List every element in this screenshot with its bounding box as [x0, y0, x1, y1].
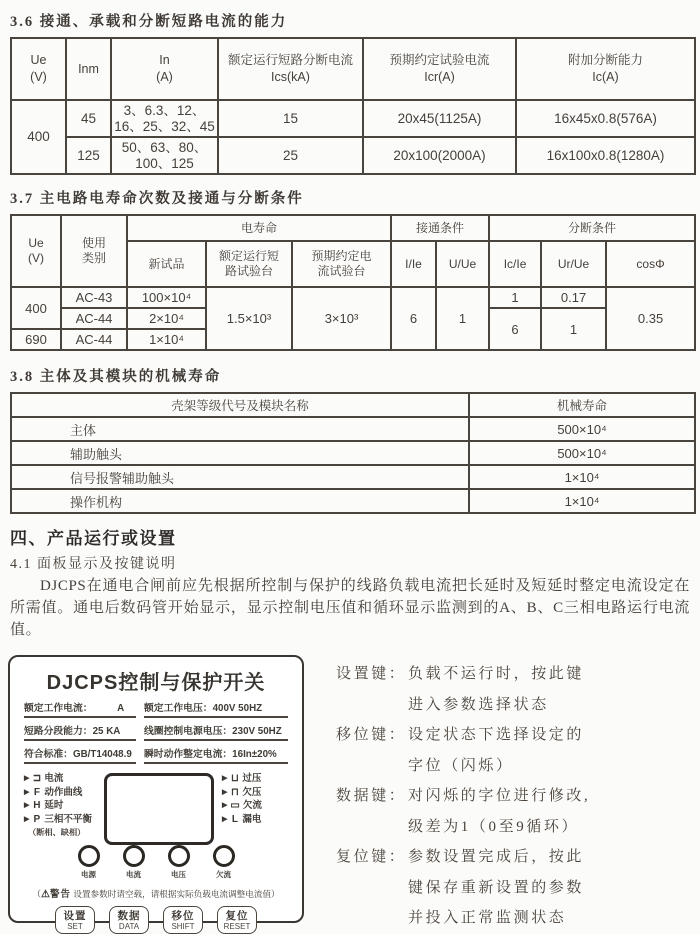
cell-ic: 16x45x0.8(576A)	[516, 100, 695, 137]
indicator-label: 电流	[44, 773, 64, 784]
cell-expected-bench: 3×10³	[292, 287, 391, 350]
spec-breaking-capacity: 短路分段能力：25 KA	[24, 718, 136, 741]
cell-new-sample: 2×10⁴	[127, 308, 206, 329]
indicator-undercurrent	[222, 799, 262, 813]
set-button-label-cn: 设置	[63, 910, 87, 922]
segment-symbol-icon: ▭	[230, 800, 240, 811]
phase-note: （断相、缺相）	[28, 828, 86, 837]
warning-triangle-icon: ⚠	[40, 889, 50, 900]
spec-row	[24, 695, 288, 718]
indicator-label: 欠流	[242, 800, 262, 811]
cell-urue: 1	[541, 308, 606, 350]
key-line: 参数设置完成后，按此	[408, 849, 585, 865]
col-header-iie: I/Ie	[391, 241, 436, 287]
arrow-icon: ▶	[222, 775, 228, 782]
key-desc-data	[336, 781, 590, 842]
col-header-new-sample: 新试品	[127, 241, 206, 287]
arrow-icon: ▶	[24, 815, 30, 823]
key-descriptions	[336, 655, 590, 934]
data-button-label-en: DATA	[118, 922, 140, 931]
shift-button	[163, 906, 203, 934]
indicator-phase-unbalance	[24, 813, 92, 827]
key-line: 字位（闪烁）	[408, 757, 514, 774]
key-desc-shift	[336, 720, 590, 781]
col-group-breaking-condition: 分断条件	[489, 215, 695, 241]
cell-ic: 16x100x0.8(1280A)	[516, 137, 695, 174]
led-label: 欠流	[216, 870, 231, 879]
segment-symbol-icon: H	[33, 800, 41, 811]
digital-display	[104, 773, 214, 845]
table-row	[11, 287, 695, 308]
section-41-paragraph: DJCPS在通电合闸前应先根据所控制与保护的线路负载电流把长延时及短延时整定电流设定在所需值。通电后数码管开始显示，显示控制电压值和循环显示监测到的A、B、C三相电路运行电流值。	[10, 578, 690, 638]
cell-ue: 400	[11, 100, 66, 174]
reset-button-label-cn: 复位	[225, 910, 249, 922]
cell-new-sample: 100×10⁴	[127, 287, 206, 308]
spec-coil-voltage: 线圈控制电源电压：230V 50HZ	[144, 718, 288, 741]
indicator-undervoltage	[222, 786, 262, 800]
section-37-heading: 3.7 主电路电寿命次数及接通与分断条件	[10, 191, 304, 207]
cell-ue: 400	[11, 287, 61, 329]
right-indicator-list	[222, 772, 262, 826]
table-header-row	[11, 215, 695, 241]
led-undercurrent	[213, 845, 235, 880]
cell-mech-life: 1×10⁴	[469, 465, 695, 489]
device-title: DJCPS控制与保护开关	[46, 672, 266, 694]
arrow-icon: ▶	[222, 815, 228, 823]
col-header-urue: Ur/Ue	[541, 241, 606, 287]
cell-mech-life: 500×10⁴	[469, 441, 695, 465]
table-row	[11, 465, 695, 489]
col-header-expected-bench: 预期约定电 流试验台	[292, 241, 391, 287]
indicator-label: 延时	[44, 800, 64, 811]
cell-uue: 1	[436, 287, 489, 350]
arrow-icon: ▶	[222, 802, 228, 809]
cell-icie: 6	[489, 308, 541, 350]
set-button	[55, 906, 95, 934]
cell-ics: 15	[218, 100, 363, 137]
col-header-usage: 使用 类别	[61, 215, 127, 287]
key-line: 键保存重新设置的参数	[408, 879, 585, 896]
cell-ue: 690	[11, 329, 61, 350]
cell-cos: 0.35	[606, 287, 695, 350]
key-label: 数据键：	[336, 788, 407, 804]
device-panel-figure	[8, 655, 304, 931]
electrical-life-table	[10, 214, 696, 351]
key-label: 设置键：	[336, 666, 407, 682]
table-row	[11, 137, 695, 174]
key-line: 负载不运行时，按此键	[408, 666, 585, 682]
section-36-heading: 3.6 接通、承载和分断短路电流的能力	[10, 14, 288, 30]
col-header-icr: 预期约定试验电流 Icr(A)	[363, 38, 516, 100]
led-circle-icon	[168, 845, 190, 867]
segment-symbol-icon: ⊐	[32, 773, 42, 784]
cell-module-name: 信号报警辅助触头	[11, 465, 469, 489]
cell-usage: AC-44	[61, 329, 127, 350]
section-38-heading: 3.8 主体及其模块的机械寿命	[10, 369, 222, 385]
col-group-closing-condition: 接通条件	[391, 215, 489, 241]
led-label: 电压	[171, 870, 186, 879]
cell-mech-life: 1×10⁴	[469, 489, 695, 513]
segment-symbol-icon: F	[33, 786, 40, 798]
spec-instant-trip: 瞬时动作整定电流：16In±20%	[144, 741, 288, 764]
led-circle-icon	[213, 845, 235, 867]
col-group-electrical-life: 电寿命	[127, 215, 391, 241]
cell-icr: 20x45(1125A)	[363, 100, 516, 137]
arrow-icon: ▶	[24, 775, 30, 782]
led-label: 电流	[126, 870, 141, 879]
led-circle-icon	[123, 845, 145, 867]
segment-symbol-icon: ⊔	[230, 773, 239, 784]
cell-icr: 20x100(2000A)	[363, 137, 516, 174]
cell-inm: 45	[66, 100, 111, 137]
col-header-mech-life: 机械寿命	[469, 393, 695, 417]
warning-line	[24, 886, 288, 900]
reset-button	[217, 906, 257, 934]
arrow-icon: ▶	[24, 802, 30, 809]
indicator-delay	[24, 799, 92, 813]
cell-mech-life: 500×10⁴	[469, 417, 695, 441]
key-lines	[408, 781, 590, 842]
data-button-label-cn: 数据	[117, 910, 141, 922]
warning-text: 设置参数时请空载，请根据实际负载电流调整电流值）	[73, 889, 280, 899]
led-label: 电源	[81, 870, 96, 879]
indicator-overvoltage	[222, 772, 262, 786]
segment-symbol-icon: L	[231, 813, 238, 825]
key-line: 设定状态下选择设定的	[408, 727, 585, 743]
col-header-in: In (A)	[111, 38, 218, 100]
data-button	[109, 906, 149, 934]
cell-in: 50、63、80、 100、125	[111, 137, 218, 174]
key-desc-set	[336, 659, 590, 720]
cell-usage: AC-43	[61, 287, 127, 308]
table-row	[11, 417, 695, 441]
indicator-label: 动作曲线	[44, 786, 83, 798]
cell-module-name: 操作机构	[11, 489, 469, 513]
key-desc-reset	[336, 842, 590, 934]
arrow-icon: ▶	[24, 788, 30, 796]
led-current	[123, 845, 145, 880]
table-header-row	[11, 38, 695, 100]
col-header-module-name: 壳架等级代号及模块名称	[11, 393, 469, 417]
cell-iie: 6	[391, 287, 436, 350]
indicator-current	[24, 772, 92, 786]
cell-icie: 1	[489, 287, 541, 308]
col-header-inm: Inm	[66, 38, 111, 100]
set-button-label-en: SET	[67, 922, 83, 931]
key-line: 并投入正常监测状态	[408, 910, 567, 926]
key-lines	[408, 842, 590, 934]
cell-ics: 25	[218, 137, 363, 174]
shift-button-label-cn: 移位	[171, 910, 195, 922]
segment-symbol-icon: P	[33, 813, 41, 825]
cell-in: 3、6.3、12、 16、25、32、45	[111, 100, 218, 137]
warning-open: （	[32, 889, 41, 899]
section-4-heading: 四、产品运行或设置	[10, 529, 177, 548]
spec-standard: 符合标准：GB/T14048.9	[24, 741, 136, 764]
led-circle-icon	[78, 845, 100, 867]
col-header-cos: cosΦ	[606, 241, 695, 287]
table-header-row	[11, 393, 695, 417]
arrow-icon: ▶	[222, 788, 228, 796]
table-row	[11, 489, 695, 513]
col-header-rated-bench: 额定运行短 路试验台	[206, 241, 292, 287]
cell-usage: AC-44	[61, 308, 127, 329]
panel-button-row	[24, 906, 288, 934]
table-row	[11, 100, 695, 137]
cell-urue: 0.17	[541, 287, 606, 308]
key-line: 级差为1（0至9循环）	[408, 818, 580, 835]
key-lines	[408, 659, 590, 720]
section-41-heading: 4.1 面板显示及按键说明	[10, 557, 177, 572]
spec-row	[24, 718, 288, 741]
col-header-ue: Ue (V)	[11, 38, 66, 100]
key-label: 移位键：	[336, 727, 407, 743]
warning-word: 警告	[49, 889, 71, 900]
cell-module-name: 辅助触头	[11, 441, 469, 465]
table-row	[11, 441, 695, 465]
col-header-ics: 额定运行短路分断电流 Ics(kA)	[218, 38, 363, 100]
shift-button-label-en: SHIFT	[171, 922, 195, 931]
cell-inm: 125	[66, 137, 111, 174]
cell-rated-bench: 1.5×10³	[206, 287, 292, 350]
spec-rated-current: 额定工作电流： A	[24, 695, 136, 718]
indicator-label: 过压	[242, 773, 262, 784]
key-lines	[408, 720, 590, 781]
left-indicator-list	[24, 772, 92, 838]
led-row	[24, 845, 288, 880]
mechanical-life-table	[10, 392, 696, 514]
cell-module-name: 主体	[11, 417, 469, 441]
col-header-icie: Ic/Ie	[489, 241, 541, 287]
col-header-uue: U/Ue	[436, 241, 489, 287]
indicator-label: 欠压	[242, 786, 262, 798]
indicator-label: 三相不平衡	[44, 813, 92, 825]
col-header-ic: 附加分断能力 Ic(A)	[516, 38, 695, 100]
spec-row	[24, 741, 288, 764]
breaking-capacity-table	[10, 37, 696, 175]
col-header-ue: Ue (V)	[11, 215, 61, 287]
indicator-leakage	[222, 813, 262, 827]
key-line: 对闪烁的字位进行修改,	[408, 788, 591, 804]
spec-rated-voltage: 额定工作电压：400V 50HZ	[144, 695, 288, 718]
indicator-label: 漏电	[242, 813, 262, 825]
indicator-zone	[24, 771, 288, 841]
cell-new-sample: 1×10⁴	[127, 329, 206, 350]
indicator-action-curve	[24, 786, 92, 800]
segment-symbol-icon: ⊓	[230, 786, 239, 798]
key-line: 进入参数选择状态	[408, 696, 549, 713]
led-voltage	[168, 845, 190, 880]
key-label: 复位键：	[336, 849, 407, 865]
reset-button-label-en: RESET	[223, 922, 251, 931]
led-power	[78, 845, 100, 880]
panel-figure-section	[8, 655, 692, 934]
